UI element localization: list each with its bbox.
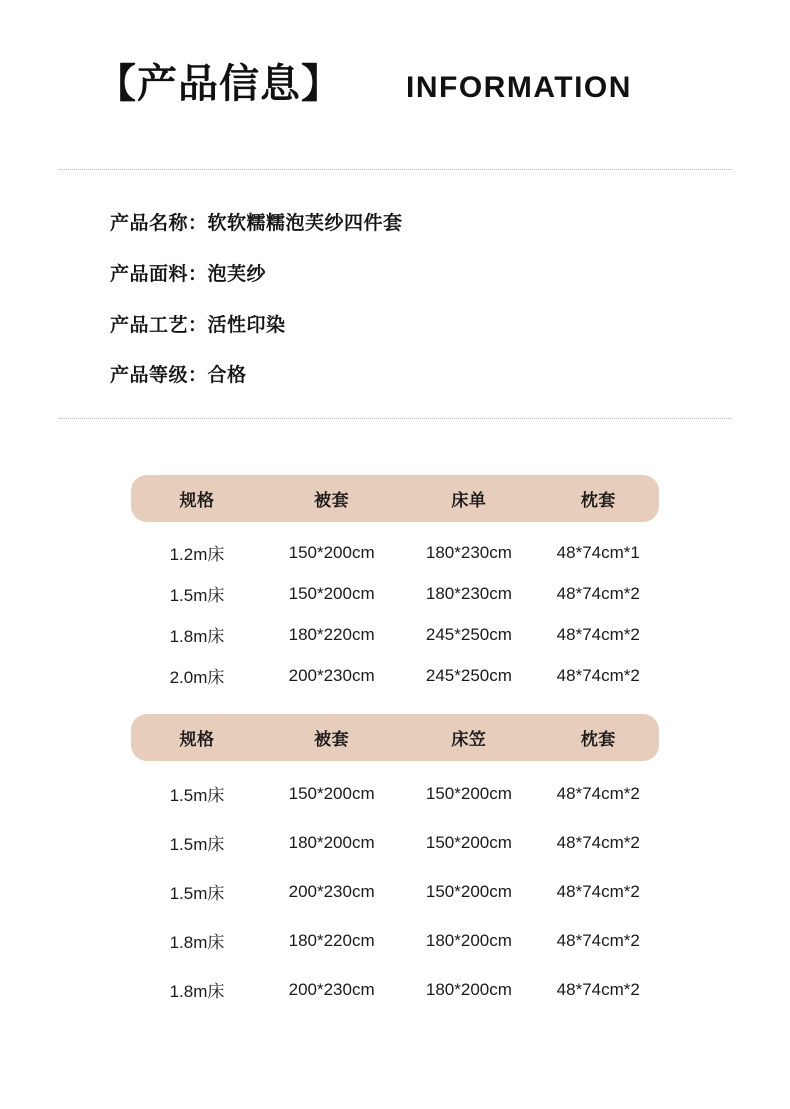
info-value-name: 软软糯糯泡芙纱四件套 (207, 213, 403, 234)
size-table-fitted (131, 714, 659, 1014)
size-table-bedsheet (131, 475, 659, 696)
column-header-duvet: 被套 (314, 491, 350, 510)
cell-spec: 1.8m床 (169, 627, 225, 646)
cell-duvet: 180*200cm (288, 832, 375, 852)
table-row (131, 867, 659, 916)
cell-duvet: 200*230cm (288, 979, 375, 999)
column-header-spec: 规格 (179, 491, 215, 510)
cell-pillowcase: 48*74cm*2 (556, 832, 640, 852)
table-row (131, 761, 659, 818)
cell-spec: 1.8m床 (169, 933, 225, 952)
page-title-cn: 【产品信息】 (96, 62, 342, 106)
cell-pillowcase: 48*74cm*2 (556, 930, 640, 950)
cell-duvet: 180*220cm (288, 624, 375, 644)
info-row-grade (110, 364, 790, 388)
info-value-fabric: 泡芙纱 (207, 263, 267, 285)
divider-bottom (59, 418, 731, 419)
info-value-grade: 合格 (207, 365, 247, 387)
info-label-name: 产品名称： (110, 213, 208, 234)
info-row-fabric (110, 263, 790, 287)
table-row (131, 818, 659, 867)
column-header-spec: 规格 (179, 730, 215, 749)
cell-spec: 1.5m床 (169, 586, 225, 605)
cell-duvet: 180*220cm (288, 930, 375, 950)
cell-fitted-sheet: 180*200cm (425, 930, 512, 950)
info-label-grade: 产品等级： (110, 365, 208, 387)
cell-fitted-sheet: 150*200cm (425, 881, 512, 901)
cell-fitted-sheet: 180*200cm (425, 979, 512, 999)
cell-spec: 1.5m床 (169, 884, 225, 903)
column-header-pillowcase: 枕套 (580, 730, 616, 749)
cell-duvet: 200*230cm (288, 881, 375, 901)
cell-duvet: 200*230cm (288, 665, 375, 685)
cell-pillowcase: 48*74cm*2 (556, 979, 640, 999)
cell-spec: 1.2m床 (169, 545, 225, 564)
table-row (131, 614, 659, 655)
cell-pillowcase: 48*74cm*2 (556, 624, 640, 644)
column-header-pillowcase: 枕套 (580, 491, 616, 510)
page-header (0, 0, 790, 109)
table-row (131, 655, 659, 696)
cell-duvet: 150*200cm (288, 542, 375, 562)
info-value-craft: 活性印染 (207, 314, 286, 336)
cell-duvet: 150*200cm (288, 783, 375, 803)
info-row-name (110, 212, 790, 236)
column-header-sheet: 床单 (451, 491, 487, 510)
cell-spec: 1.8m床 (169, 982, 225, 1001)
info-row-craft (110, 314, 790, 338)
cell-pillowcase: 48*74cm*2 (556, 783, 640, 803)
cell-spec: 1.5m床 (169, 835, 225, 854)
info-label-craft: 产品工艺： (110, 314, 208, 336)
cell-sheet: 245*250cm (425, 624, 512, 644)
page-title-en: INFORMATION (406, 71, 632, 104)
cell-spec: 1.5m床 (169, 786, 225, 805)
table-row (131, 916, 659, 965)
cell-sheet: 180*230cm (425, 583, 512, 603)
column-header-duvet: 被套 (314, 730, 350, 749)
cell-pillowcase: 48*74cm*1 (556, 542, 640, 562)
cell-fitted-sheet: 150*200cm (425, 832, 512, 852)
cell-pillowcase: 48*74cm*2 (556, 583, 640, 603)
cell-fitted-sheet: 150*200cm (425, 783, 512, 803)
cell-spec: 2.0m床 (169, 668, 225, 687)
info-label-fabric: 产品面料： (110, 263, 208, 285)
cell-pillowcase: 48*74cm*2 (556, 881, 640, 901)
table-row (131, 573, 659, 614)
product-info-list (0, 170, 790, 388)
column-header-fitted-sheet: 床笠 (451, 730, 487, 749)
table-header-row (131, 714, 659, 761)
cell-pillowcase: 48*74cm*2 (556, 665, 640, 685)
cell-sheet: 245*250cm (425, 665, 512, 685)
cell-duvet: 150*200cm (288, 583, 375, 603)
table-header-row (131, 475, 659, 522)
table-row (131, 965, 659, 1014)
cell-sheet: 180*230cm (425, 542, 512, 562)
table-row (131, 522, 659, 573)
